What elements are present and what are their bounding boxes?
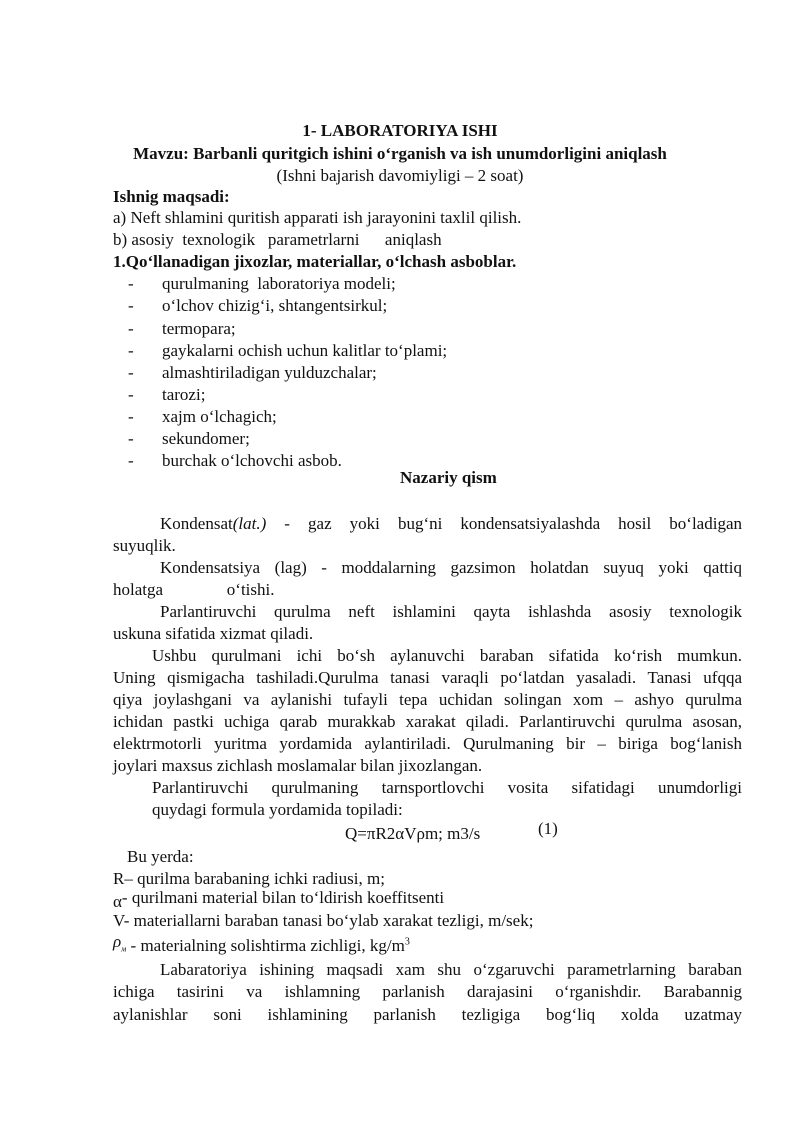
list-item-text: almashtiriladigan yulduzchalar; [162,363,377,382]
unit-exponent: 3 [404,936,410,948]
list-dash: - [128,451,134,470]
paragraph-line: elektrmotorli yuritma yordamida aylantiriladi. Qurulmaning bir – biriga bog‘lanish [113,734,742,753]
goal-item: a) Neft shlamini quritish apparati ish jarayonini taxlil qilish. [113,208,522,227]
paragraph-line: holatga o‘tishi. [113,580,275,599]
paragraph-line: joylari maxsus zichlash moslamalar bilan jixozlangan. [113,756,483,775]
list-dash: - [128,274,134,293]
rho-letter: ρ [113,932,122,951]
paragraph-line: Kondensatsiya (lag) - moddalarning gazsimon holatdan suyuq yoki qattiq [160,558,742,577]
lab-title: 1- LABORATORIYA ISHI [302,121,498,140]
paragraph-line: Parlantiruvchi qurulmaning tarnsportlovchi vosita sifatidagi unumdorligi [152,778,742,797]
list-dash: - [128,319,134,338]
paragraph-line: ichidan pastki uchiga qarab murakkab xarakat qiladi. Parlantiruvchi qurulma asosan, [113,712,742,731]
list-dash: - [128,385,134,404]
formula: Q=πR2αVρm; m3/s [345,824,481,843]
paragraph-line: ichiga tasirini va ishlamning parlanish darajasini o‘rganishdir. Barabannig [113,982,742,1001]
list-item-text: gaykalarni ochish uchun kalitlar to‘plami; [162,341,448,360]
paragraph-line: uskuna sifatida xizmat qiladi. [113,624,314,643]
paragraph-line [113,513,742,535]
list-dash: - [128,429,134,448]
list-item-text: sekundomer; [162,429,250,448]
paragraph-line: Uning qismigacha tashiladi.Qurulma tanasi varaqli po‘latdan yasaladi. Tanasi ufqqa [113,668,742,687]
paragraph-line: aylanishlar soni ishlamining parlanish tezligiga bog‘liq xolda uzatmay [113,1005,742,1024]
list-item-text: o‘lchov chizig‘i, shtangentsirkul; [162,296,388,315]
paragraph-line: Parlantiruvchi qurulma neft ishlamini qayta ishlashda asosiy texnologik [160,602,742,621]
goal-item: b) asosiy texnologik parametrlarni aniqlash [113,230,442,249]
list-item-text: xajm o‘lchagich; [162,407,277,426]
paragraph-line: Labaratoriya ishining maqsadi xam shu o‘zgaruvchi parametrlarning baraban [160,960,742,979]
term: Kondensat [160,514,233,533]
theory-heading: Nazariy qism [400,468,497,487]
formula-number: (1) [538,819,558,838]
paragraph-line: quydagi formula yordamida topiladi: [152,800,403,819]
list-dash: - [128,296,134,315]
definition-r: R– qurilma barabaning ichki radiusi, m; [113,869,385,888]
list-item-text: qurulmaning laboratoriya modeli; [162,274,396,293]
rho-symbol [113,932,127,954]
alpha-symbol: α [113,892,122,911]
definition-text: - materialning solishtirma zichligi, kg/m [126,936,405,955]
where-label: Bu yerda: [127,847,194,866]
definition-text: - qurilmani material bilan to‘ldirish koeffitsenti [121,888,445,907]
goal-heading: Ishnig maqsadi: [113,187,230,206]
subject-line: Mavzu: Barbanli quritgich ishini o‘rganish va ish unumdorligini aniqlash [133,144,667,163]
definition-v: V- materiallarni baraban tanasi bo‘ylab xarakat tezligi, m/sek; [113,911,534,930]
paragraph-line: qiya joylashgani va aylanishi tufayli tepa uchidan solingan xom – ashyo qurulma [113,690,742,709]
list-dash: - [128,363,134,382]
duration-line: (Ishni bajarish davomiyligi – 2 soat) [276,166,524,185]
list-item-text: burchak o‘lchovchi asbob. [162,451,342,470]
list-dash: - [128,341,134,360]
list-item-text: termopara; [162,319,236,338]
paragraph-line: suyuqlik. [113,536,176,555]
rho-subscript: м [121,944,127,954]
paragraph-text: - gaz yoki bug‘ni kondensatsiyalashda hosil bo‘ladigan [266,514,742,533]
paragraph-line: Ushbu qurulmani ichi bo‘sh aylanuvchi baraban sifatida ko‘rish mumkun. [152,646,742,665]
equipment-heading: 1.Qo‘llanadigan jixozlar, materiallar, o‘lchash asboblar. [113,252,517,271]
list-dash: - [128,407,134,426]
list-item-text: tarozi; [162,385,206,404]
term-note: (lat.) [232,514,267,533]
definition-alpha [113,887,444,909]
